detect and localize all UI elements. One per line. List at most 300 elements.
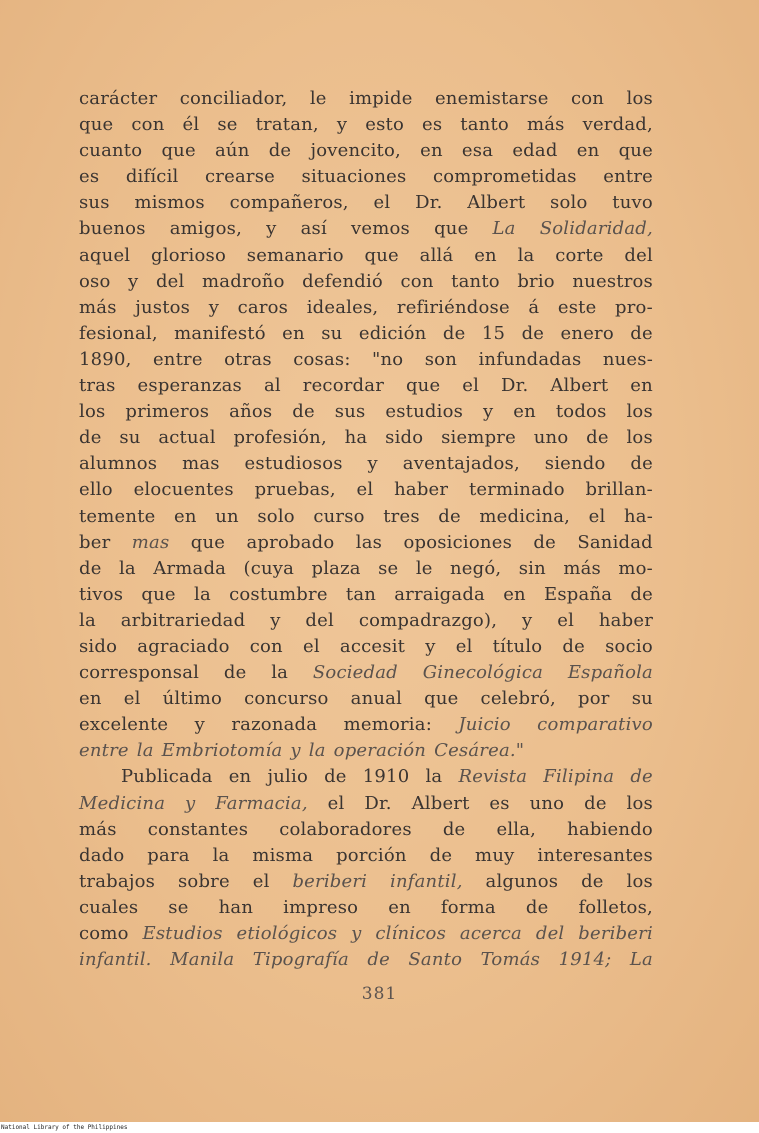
- word: Dr.: [501, 375, 529, 397]
- word: de: [324, 766, 347, 788]
- word: mas: [182, 453, 220, 475]
- word: glorioso: [151, 244, 227, 266]
- word: que: [190, 531, 226, 553]
- word: madroño: [202, 270, 285, 292]
- word: compañeros,: [229, 192, 349, 214]
- word: semanario: [246, 244, 344, 266]
- word: son: [424, 348, 458, 370]
- text-line: [79, 895, 653, 921]
- word: Tomás: [480, 949, 541, 971]
- word: enero: [560, 322, 614, 344]
- word: caros: [237, 296, 289, 318]
- word: tanto: [460, 114, 509, 136]
- word: tras: [79, 375, 116, 397]
- word: socio: [605, 635, 653, 657]
- word: agraciado: [137, 635, 230, 657]
- word: esa: [461, 140, 494, 162]
- word: Embriotomía: [161, 740, 283, 762]
- word: tivos: [79, 583, 124, 605]
- word: de: [630, 453, 653, 475]
- word: los: [626, 401, 653, 423]
- page-number: 381: [361, 984, 398, 1004]
- word: profesión,: [233, 427, 327, 449]
- word: compadrazgo),: [358, 609, 498, 631]
- word: en: [388, 896, 411, 918]
- word: de: [442, 818, 466, 840]
- word: estudios: [385, 401, 464, 423]
- word: de: [533, 531, 556, 553]
- word: mas: [131, 531, 170, 553]
- word: muy: [475, 844, 515, 866]
- word: en: [576, 140, 600, 162]
- word: que: [79, 114, 114, 136]
- word: tan: [345, 583, 377, 605]
- word: que: [141, 583, 176, 605]
- word: los: [626, 870, 653, 892]
- text-line: [79, 634, 653, 660]
- word: corresponsal: [79, 662, 200, 684]
- word: Santo: [408, 949, 463, 971]
- word: de: [630, 583, 653, 605]
- word: de: [562, 635, 585, 657]
- word: de: [268, 140, 292, 162]
- word: en: [174, 505, 197, 527]
- text-line: [79, 764, 653, 790]
- word: etiológicos: [236, 923, 338, 944]
- word: elocuentes: [133, 479, 234, 501]
- word: conciliador,: [179, 88, 288, 109]
- word: interesantes: [537, 844, 653, 866]
- word: sobre: [177, 870, 230, 892]
- word: la: [271, 662, 289, 684]
- word: á: [528, 296, 540, 318]
- word: primeros: [125, 401, 210, 423]
- word: La: [629, 949, 653, 971]
- text-line: [79, 321, 653, 347]
- word: la: [212, 844, 230, 866]
- text-line: [79, 425, 653, 451]
- word: de: [584, 792, 607, 814]
- word: siendo: [544, 453, 606, 475]
- word: La: [492, 218, 516, 240]
- word: Estudios: [142, 923, 223, 944]
- word: aún: [215, 140, 250, 162]
- word: años: [229, 401, 273, 423]
- word: sus: [334, 401, 366, 423]
- word: Manila: [170, 949, 235, 971]
- word: un: [215, 505, 239, 527]
- text-line: [79, 504, 653, 530]
- word: el: [356, 479, 374, 501]
- word: infundadas: [478, 348, 582, 370]
- word: en: [503, 583, 526, 605]
- text-line: [79, 86, 653, 112]
- word: Medicina: [79, 792, 166, 814]
- word: le: [415, 557, 433, 579]
- word: cuanto: [79, 140, 143, 162]
- word: sido: [79, 635, 118, 657]
- word: para: [147, 844, 190, 866]
- word: tanto: [451, 270, 500, 292]
- word: con: [400, 270, 434, 292]
- word: es: [79, 166, 100, 188]
- word: crearse: [205, 166, 275, 188]
- word: negó,: [450, 557, 502, 579]
- word: tres: [383, 505, 420, 527]
- text-line: [79, 373, 653, 399]
- word: el: [462, 375, 480, 397]
- word: uno: [529, 792, 565, 814]
- word: esto: [365, 114, 404, 136]
- body-text: [79, 86, 653, 973]
- word: folletos,: [578, 896, 653, 918]
- word: por: [578, 688, 610, 710]
- word: mo-: [618, 557, 653, 579]
- word: oso: [79, 270, 111, 292]
- word: el: [327, 792, 345, 814]
- text-line: [79, 347, 653, 373]
- word: el: [557, 609, 575, 631]
- word: vemos: [351, 218, 410, 240]
- text-line: [79, 477, 653, 503]
- word: su: [119, 427, 141, 449]
- word: situaciones: [301, 166, 407, 188]
- word: este: [557, 296, 597, 318]
- word: de: [429, 844, 453, 866]
- text-line: [79, 164, 653, 190]
- text-line: [79, 712, 653, 738]
- word: Publicada: [121, 766, 213, 788]
- word: su: [321, 322, 343, 344]
- word: manifestó: [174, 322, 266, 344]
- word: oposiciones: [403, 531, 513, 553]
- word: "no: [372, 348, 404, 370]
- word: enemistarse: [434, 88, 549, 109]
- word: el: [373, 192, 391, 214]
- word: aprobado: [246, 531, 335, 553]
- word: la: [425, 766, 443, 788]
- word: refiriéndose: [396, 296, 510, 318]
- word: de: [292, 401, 315, 423]
- word: infantil.: [79, 949, 152, 971]
- word: trabajos: [79, 870, 156, 892]
- word: allá: [419, 244, 454, 266]
- word: solo: [550, 192, 588, 214]
- word: edad: [512, 140, 558, 162]
- word: en: [630, 375, 653, 397]
- text-line: [79, 138, 653, 164]
- word: de: [630, 322, 653, 344]
- word: como: [79, 923, 129, 944]
- word: el: [123, 688, 141, 710]
- word: de: [630, 766, 653, 788]
- text-line: [79, 269, 653, 295]
- word: que: [434, 218, 469, 240]
- word: ella,: [496, 818, 537, 840]
- word: corte: [555, 244, 604, 266]
- text-line: [79, 921, 653, 947]
- word: en: [79, 688, 102, 710]
- text-line: [79, 295, 653, 321]
- word: más: [563, 557, 601, 579]
- word: de: [79, 557, 102, 579]
- word: alumnos: [79, 453, 158, 475]
- word: pro-: [615, 296, 653, 318]
- word: edición: [358, 322, 427, 344]
- word: con: [249, 635, 283, 657]
- word: amigos,: [169, 218, 243, 240]
- word: de: [521, 322, 545, 344]
- word: Revista: [458, 766, 528, 788]
- word: esperanzas: [137, 375, 242, 397]
- word: colaboradores: [279, 818, 412, 840]
- word: jovencito,: [310, 140, 401, 162]
- word: brillan-: [585, 479, 653, 501]
- word: Filipina: [543, 766, 615, 788]
- word: impreso: [283, 896, 359, 918]
- word: y: [521, 609, 533, 631]
- word: misma: [252, 844, 314, 866]
- word: España: [544, 583, 613, 605]
- word: que: [618, 140, 653, 162]
- word: clínicos: [375, 923, 447, 944]
- word: ber: [79, 531, 111, 553]
- word: porción: [336, 844, 407, 866]
- word: estudiosos: [244, 453, 343, 475]
- word: que: [424, 688, 459, 710]
- word: último: [162, 688, 223, 710]
- word: en: [474, 244, 497, 266]
- word: infantil,: [390, 870, 463, 892]
- text-line: [79, 608, 653, 634]
- word: los: [626, 88, 653, 109]
- word: y: [185, 792, 196, 814]
- word: el: [455, 635, 473, 657]
- word: del: [624, 244, 653, 266]
- word: han: [218, 896, 254, 918]
- word: beriberi: [578, 923, 653, 944]
- word: Juicio: [458, 714, 511, 736]
- text-line: [79, 582, 653, 608]
- word: de: [525, 896, 549, 918]
- word: Albert: [550, 375, 609, 397]
- word: y: [425, 635, 436, 657]
- word: mismos: [134, 192, 205, 214]
- text-line: [79, 451, 653, 477]
- word: sus: [79, 192, 110, 214]
- word: de: [438, 505, 461, 527]
- word: otras: [224, 348, 272, 370]
- word: 1914;: [558, 949, 612, 971]
- word: los: [79, 401, 106, 423]
- word: que: [364, 244, 399, 266]
- word: razonada: [231, 714, 318, 736]
- word: forma: [440, 896, 496, 918]
- word: 1910: [362, 766, 410, 788]
- word: habiendo: [567, 818, 653, 840]
- word: Farmacia,: [215, 792, 308, 814]
- text-line: [79, 686, 653, 712]
- word: al: [263, 375, 281, 397]
- word: memoria:: [343, 714, 432, 736]
- footer-credit: National Library of the Philippines: [1, 1124, 128, 1131]
- text-line: [79, 869, 653, 895]
- word: le: [309, 88, 327, 109]
- text-line: [79, 530, 653, 556]
- word: arraigada: [394, 583, 485, 605]
- word: temente: [79, 505, 156, 527]
- word: ello: [79, 479, 113, 501]
- word: el: [302, 635, 320, 657]
- word: constantes: [147, 818, 249, 840]
- word: beriberi: [292, 870, 368, 892]
- word: justos: [135, 296, 191, 318]
- word: Solidaridad,: [539, 218, 653, 240]
- text-line: [79, 660, 653, 686]
- text-line: [79, 556, 653, 582]
- word: Dr.: [415, 192, 443, 214]
- word: la: [118, 557, 136, 579]
- word: del: [155, 270, 185, 292]
- word: Sociedad: [312, 662, 398, 684]
- word: fesional,: [79, 322, 158, 344]
- word: julio: [267, 766, 308, 788]
- word: Ginecológica: [422, 662, 544, 684]
- word: y: [482, 401, 494, 423]
- word: más: [526, 114, 565, 136]
- word: en: [513, 401, 536, 423]
- word: acerca: [459, 923, 522, 944]
- word: y: [351, 923, 362, 944]
- word: defendió: [302, 270, 383, 292]
- word: se: [217, 114, 238, 136]
- text-line: [79, 243, 653, 269]
- word: que: [161, 140, 196, 162]
- word: cosas:: [293, 348, 351, 370]
- word: que: [405, 375, 441, 397]
- word: y: [367, 453, 378, 475]
- word: del: [535, 923, 565, 944]
- word: de: [586, 427, 609, 449]
- word: Española: [567, 662, 653, 684]
- word: plaza: [311, 557, 361, 579]
- word: accesit: [339, 635, 406, 657]
- word: nues-: [602, 348, 653, 370]
- word: ha-: [623, 505, 653, 527]
- word: verdad,: [582, 114, 653, 136]
- word: haber: [598, 609, 653, 631]
- word: y: [194, 714, 205, 736]
- word: medicina,: [479, 505, 571, 527]
- word: Armada: [153, 557, 227, 579]
- word: Dr.: [364, 792, 392, 814]
- word: celebró,: [480, 688, 556, 710]
- word: recordar: [302, 375, 385, 397]
- word: y: [208, 296, 220, 318]
- word: la: [79, 609, 96, 631]
- word: excelente: [79, 714, 169, 736]
- word: entre: [152, 348, 203, 370]
- word: comparativo: [537, 714, 653, 736]
- word: en: [228, 766, 252, 788]
- word: la: [136, 740, 154, 762]
- word: anual: [350, 688, 403, 710]
- word: Tipografía: [252, 949, 349, 971]
- word: curso: [313, 505, 365, 527]
- text-line: [79, 216, 653, 242]
- word: del: [305, 609, 334, 631]
- word: el: [588, 505, 606, 527]
- word: y: [266, 218, 277, 240]
- word: carácter: [79, 88, 158, 109]
- text-line: [79, 947, 653, 973]
- word: el: [252, 870, 270, 892]
- word: dado: [79, 844, 125, 866]
- word: la: [308, 740, 326, 762]
- word: Albert: [411, 792, 470, 814]
- word: la: [193, 583, 211, 605]
- word: más: [79, 818, 117, 840]
- word: algunos: [485, 870, 559, 892]
- word: todos: [555, 401, 607, 423]
- word: los: [626, 792, 653, 814]
- word: tuvo: [612, 192, 653, 214]
- word: aventajados,: [402, 453, 520, 475]
- word: más: [79, 296, 117, 318]
- text-line: [79, 112, 653, 138]
- word: terminado: [468, 479, 565, 501]
- word: con: [131, 114, 165, 136]
- word: difícil: [125, 166, 179, 188]
- word: él: [182, 114, 200, 136]
- word: de: [223, 662, 247, 684]
- word: costumbre: [229, 583, 328, 605]
- word: y: [290, 740, 301, 762]
- word: y: [270, 609, 281, 631]
- word: en: [420, 140, 443, 162]
- word: sin: [518, 557, 546, 579]
- word: aquel: [79, 244, 131, 266]
- word: su: [631, 688, 653, 710]
- word: las: [355, 531, 383, 553]
- word: se: [378, 557, 399, 579]
- word: Cesárea.": [434, 740, 525, 762]
- word: pruebas,: [254, 479, 336, 501]
- word: así: [300, 218, 327, 240]
- word: ha: [344, 427, 368, 449]
- word: Sanidad: [577, 531, 653, 553]
- text-line: [79, 843, 653, 869]
- word: de: [581, 870, 604, 892]
- word: cuales: [79, 896, 139, 918]
- text-line: [79, 399, 653, 425]
- word: haber: [394, 479, 449, 501]
- word: sido: [385, 427, 424, 449]
- word: 1890,: [79, 348, 132, 370]
- text-line: [79, 791, 653, 817]
- word: arbitrariedad: [120, 609, 246, 631]
- word: en: [282, 322, 305, 344]
- word: se: [168, 896, 189, 918]
- word: nuestros: [572, 270, 653, 292]
- word: con: [570, 88, 605, 109]
- word: de: [367, 949, 390, 971]
- word: uno: [533, 427, 569, 449]
- text-line: [79, 817, 653, 843]
- word: buenos: [79, 218, 146, 240]
- word: impide: [349, 88, 413, 109]
- word: (cuya: [243, 557, 295, 579]
